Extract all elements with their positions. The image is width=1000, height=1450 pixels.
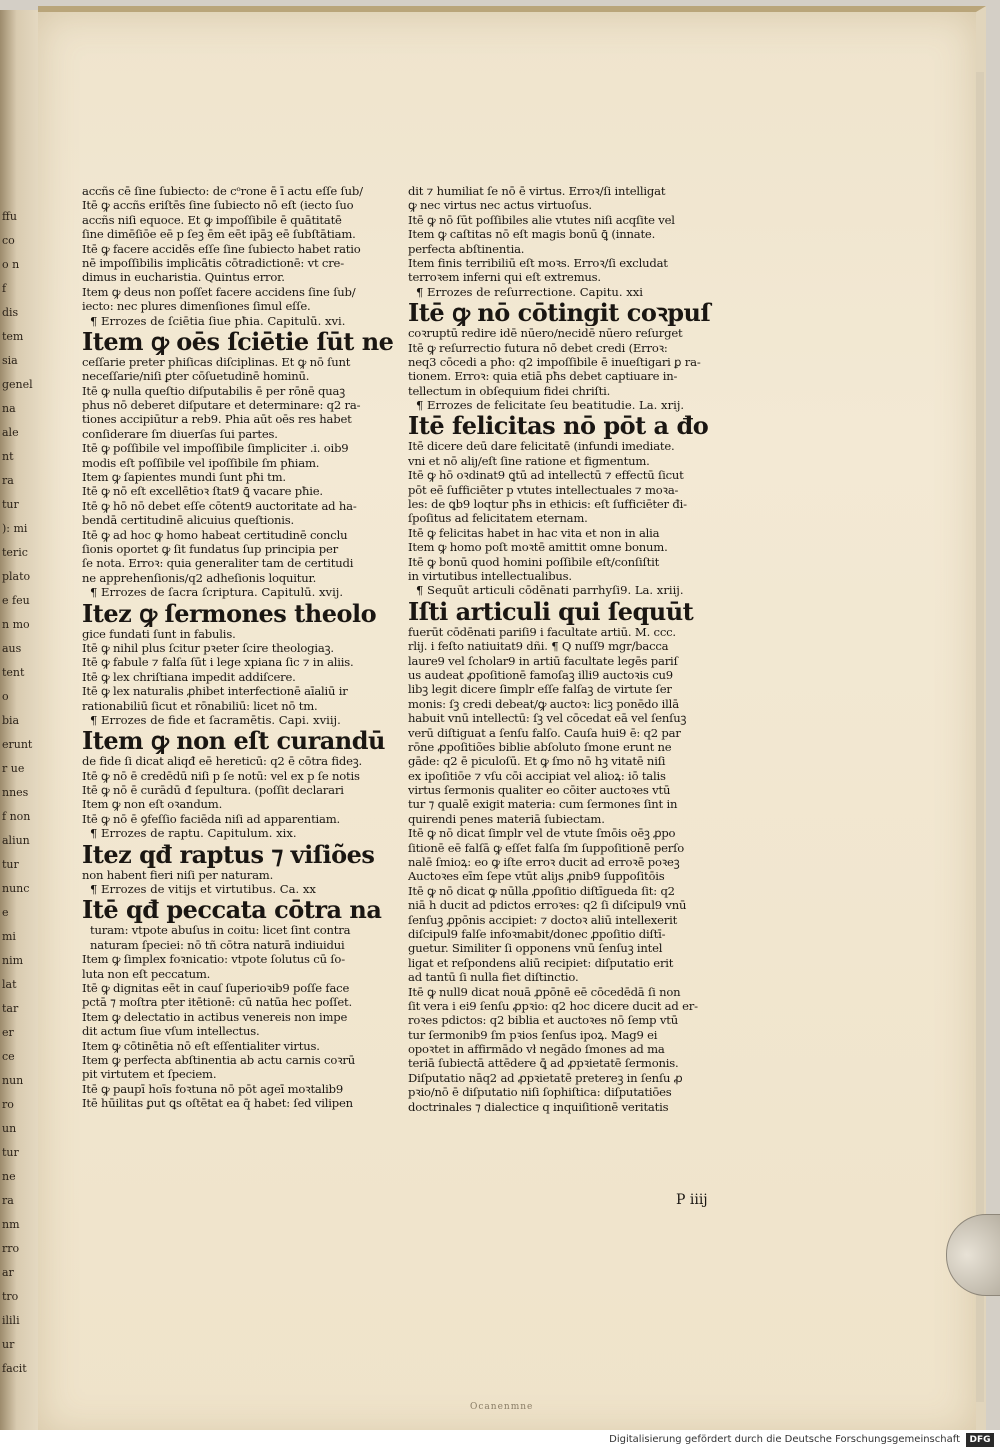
text-line: pit virtutem et ſpeciem.	[82, 1067, 217, 1082]
text-column-left	[82, 184, 400, 1110]
text-line: pōt eē ſufficiēter p vtutes intellectuales ⁊ moꝛa-	[408, 482, 679, 497]
text-line: Itē ꝙ facere accidēs eſſe ſine ſubiecto habet ratio	[82, 241, 361, 256]
left-page-fragment: o n	[2, 258, 20, 271]
text-line: luta non eſt peccatum.	[82, 966, 211, 981]
text-line: Itē hūilitas ꝑut ꝗs oſtētat ea q̄ habet: ſed vilipen	[82, 1096, 353, 1111]
text-line: pꝛio/nō ē diſputatio niſi ſophiſtica: diſputatiōes	[408, 1085, 672, 1100]
text-line: Itē ꝙ nō dicat ꝙ nūlla ꝓpoſitio diſtīgueda ſit: q2	[408, 883, 675, 898]
page-edge	[976, 72, 984, 1402]
left-page-fragment: plato	[2, 570, 31, 583]
text-line: Diſputatio nāq2 ad ꝓpꝛietatē pretereꝫ in ſenſu ꝓ	[408, 1070, 683, 1085]
text-line: Itē ꝙ nō ſūt poſſibiles alie vtutes niſi acqſite vel	[408, 212, 675, 227]
rubric-line: ¶ Errozes de ſciētia ſiue pħia. Capitulū. xvi.	[90, 313, 346, 328]
text-line: nē impoſſibilis implicātis cōtradictionē: vt cre-	[82, 255, 344, 270]
text-line: ſionis oportet ꝙ ſit fundatus ſup principia per	[82, 541, 338, 556]
text-line: Itē ꝙ nō eſt excellētioꝛ ſtat9 ꝗ̄ vacare pħie.	[82, 484, 323, 499]
heading-line: Itē ꝙ nō cōtingit coꝛpuſ	[408, 300, 711, 327]
text-line: de fide ſi dicat aliqđ eē hereticū: q2 ē cōtra fideꝫ.	[82, 754, 363, 769]
text-line: laure9 vel ſcholar9 in artiū facultate legēs pariſ	[408, 653, 678, 668]
text-line: Itē ꝙ fabule ⁊ falſa ſūt i lege xpiana ſic ⁊ in aliis.	[82, 655, 354, 670]
heading-line: Itez qđ raptus ⁊ viſiões	[82, 841, 375, 868]
text-line: tionem. Erroꝛ: quia etiā pħs debet captiuare in-	[408, 369, 678, 384]
text-line: habuit vnū intellectū: ſꝫ vel cōcedat eā vel ſenſuꝫ	[408, 711, 687, 726]
left-page-fragment: ur	[2, 1338, 15, 1351]
heading-line: Itē felicitas nō pōt a đo	[408, 413, 709, 440]
text-line: Itē ꝙ lex chriſtiana impedit addiſcere.	[82, 669, 296, 684]
left-page-fragment: na	[2, 402, 16, 415]
text-line: us audeat ꝓpoſitionē famoſaꝫ illi9 auctoꝛis cu9	[408, 667, 673, 682]
text-line: Itē ꝙ bonū quod homini poſſibile eſt/conſiſtit	[408, 554, 660, 569]
left-page-fragment: r ue	[2, 762, 25, 775]
left-page-fragment: er	[2, 1026, 14, 1039]
left-page-fragment: aus	[2, 642, 22, 655]
text-line: rlij. i feſto natiuitat9 dñi. ¶ Q nuſſ9 mgr/bacca	[408, 639, 669, 654]
left-page-fragment: ra	[2, 474, 14, 487]
text-line: vni et nō aliȷ/eſt ſine ratione et figmentum.	[408, 453, 650, 468]
text-line: ex ipoſitiōe ⁊ vſu cōi accipiat vel alioꝝ: iō talis	[408, 768, 666, 783]
left-page-fragment: co	[2, 234, 15, 247]
text-line: Itē ꝙ nō dicat ſimplr vel de vtute ſmōis oēꝫ ꝓpo	[408, 826, 676, 841]
text-line: Item ꝙ non eſt oꝛandum.	[82, 797, 223, 812]
left-page-fragment: nt	[2, 450, 14, 463]
signature-mark: P iiij	[676, 1192, 708, 1208]
left-page-fragment: o	[2, 690, 9, 703]
text-line: tur ⁊ qualē exigit materia: cum ſermones ſint in	[408, 797, 678, 812]
text-line: ꝙ nec virtus nec actus virtuoſus.	[408, 198, 592, 213]
text-line: naturam ſpeciei: nō tñ cōtra naturā indiuidui	[90, 937, 345, 952]
rubric-line: ¶ Errozes de ſacra ſcriptura. Capitulū. xvij.	[90, 585, 344, 600]
text-line: Auctoꝛes eīm ſepe vtūt aliȷs ꝓnib9 ſuppoſitōis	[408, 869, 665, 884]
text-line: terroꝛem inferni qui eſt extremus.	[408, 270, 601, 285]
left-page-fragment: nm	[2, 1218, 20, 1231]
text-line: ſenſuꝫ ꝓpōnis accipiet: ⁊ doctoꝛ aliū intellexerit	[408, 912, 678, 927]
text-line: Item ꝙ ſimplex foꝛnicatio: vtpote ſolutus cū ſo-	[82, 952, 345, 967]
left-page-fragment: ffu	[2, 210, 17, 223]
text-line: neceſſarie/niſi ꝑter cōſuetudinē hominū.	[82, 369, 310, 384]
text-line: tur ſermonib9 ſm pꝛios ſenſus ipoꝝ. Mag9 ei	[408, 1027, 658, 1042]
footer-bar	[0, 1430, 1000, 1450]
text-line: Itē ꝙ dignitas eēt in cauſ ſuperioꝛib9 poſſe face	[82, 980, 350, 995]
rubric-line: ¶ Errozes de raptu. Capitulum. xix.	[90, 826, 297, 841]
left-page-fragment: mi	[2, 930, 16, 943]
text-line: ſitionē eē falſā ꝙ eſſet falſa ſm ſuppoſitionē perſo	[408, 840, 685, 855]
text-line: neq3 cōcedi a pħo: q2 impoſſibile ē inueſtigari ꝑ ra-	[408, 354, 701, 369]
text-line: Itē ꝙ nō ē curādū đ ſepultura. (poſſit declarari	[82, 783, 344, 798]
text-line: Itē dicere deū dare felicitatē (infundi imediate.	[408, 439, 675, 454]
left-page-fragment: teric	[2, 546, 28, 559]
text-line: Itē ꝙ null9 dicat nouā ꝓpōnē eē cōcedēdā ſi non	[408, 984, 681, 999]
rubric-line: ¶ Sequūt articuli cōdēnati parrhyſi9. La. xriij.	[416, 583, 684, 598]
text-line: quirendi penes materiā ſubiectam.	[408, 811, 605, 826]
dfg-logo: DFG	[966, 1433, 994, 1447]
left-page-fragment: e feu	[2, 594, 30, 607]
left-page-fragment: bia	[2, 714, 20, 727]
text-line: phus nō deberet diſputare et determinare: q2 ra-	[82, 398, 361, 413]
text-line: ad tantū ſi nulla fiet diſtinctio.	[408, 970, 579, 985]
text-line: rationabiliū ſicut et rōnabiliū: licet nō tm.	[82, 698, 318, 713]
text-line: dimus in eucharistia. Quintus error.	[82, 270, 285, 285]
text-line: bendā certitudinē alicuius queſtionis.	[82, 513, 294, 528]
text-line: Itē ꝙ paupī hoīs foꝛtuna nō pōt ageī moꝛtalib9	[82, 1081, 344, 1096]
text-line: doctrinales ⁊ dialectice q inquiſitionē veritatis	[408, 1099, 669, 1114]
text-line: Itē ꝙ hō nō debet eſſe cōtent9 auctoritate ad ha-	[82, 498, 357, 513]
text-line: tiones accipiūtur a reb9. Phia aūt oēs res habet	[82, 412, 352, 427]
text-line: Itē ꝙ accñs eriſtēs ſine ſubiecto nō eſt (iecto ſuo	[82, 198, 354, 213]
left-page-fragment: aliun	[2, 834, 30, 847]
left-page-fragment: tur	[2, 858, 19, 871]
left-page-fragment: ): mi	[2, 522, 28, 535]
left-page-fragment: nim	[2, 954, 24, 967]
text-line: ſit vera i ei9 ſenſu ꝓpꝛio: q2 hoc dicere ducit ad er-	[408, 998, 698, 1013]
left-page-fragment: f non	[2, 810, 31, 823]
heading-line: Item ꝙ non eſt curandū	[82, 728, 385, 755]
text-line: ne apprehenſionis/q2 adheſionis loquitur.	[82, 570, 317, 585]
text-line: tellectum in obſequium fidei chriſti.	[408, 383, 611, 398]
left-page-fragment: ne	[2, 1170, 16, 1183]
text-line: verū diſtiguat a ſenſu falſo. Cauſa hui9 ē: q2 par	[408, 725, 681, 740]
text-line: Item ꝙ cōtinētia nō eſt eſſentialiter virtus.	[82, 1038, 320, 1053]
text-line: modis eſt poſſibile vel ipoſſibile ſm pħiam.	[82, 455, 320, 470]
left-page-fragment: sia	[2, 354, 18, 367]
left-page-fragment: ilili	[2, 1314, 20, 1327]
text-line: coꝛruptū redire idē nūero/necidē nūero reſurget	[408, 326, 683, 341]
left-page-fragment: ra	[2, 1194, 14, 1207]
footer-credit: Digitalisierung gefördert durch die Deutsche Forschungsgemeinschaft	[609, 1434, 960, 1445]
text-line: gice fundati ſunt in fabulis.	[82, 626, 236, 641]
text-line: turam: vtpote abuſus in coitu: licet ſint contra	[90, 923, 351, 938]
text-line: ſe nota. Erroꝛ: quia generaliter tam de certitudi	[82, 556, 354, 571]
text-line: Item ꝙ homo poſt moꝛtē amittit omne bonum.	[408, 540, 668, 555]
text-line: gāde: q2 ē piculoſū. Et ꝙ ſmo nō hꝫ vitatē niſi	[408, 754, 666, 769]
rubric-line: ¶ Errozes de reſurrectione. Capitu. xxi	[416, 284, 644, 299]
text-line: ligat et reſpondens aliū recipiet: diſputatio erit	[408, 955, 674, 970]
text-line: diſcipul9 falſe infoꝛmabit/donec ꝓpoſitio diſtī-	[408, 926, 666, 941]
left-page-fragment: facit	[2, 1362, 27, 1375]
text-line: iecto: nec plures dimenſiones ſimul eſſe.	[82, 299, 311, 314]
text-line: Itē ꝙ nō ē ꝯfeſſio faciēda niſi ad apparentiam.	[82, 811, 341, 826]
left-page-fragment: ar	[2, 1266, 14, 1279]
text-line: rōne ꝓpoſitiões biblie abſoluto ſmone erunt ne	[408, 739, 672, 754]
left-page-fragment: nnes	[2, 786, 29, 799]
left-page-fragment: nun	[2, 1074, 24, 1087]
left-page-fragment: ale	[2, 426, 19, 439]
text-line: Item ꝙ caſtitas nō eſt magis bonū ꝗ̄ (innate.	[408, 227, 656, 242]
text-line: in virtutibus intellectualibus.	[408, 568, 572, 583]
rubric-line: ¶ Errozes de vitijs et virtutibus. Ca. xx	[90, 882, 316, 897]
heading-line: Itē qđ peccata cōtra na	[82, 897, 382, 924]
left-page-fragment: n mo	[2, 618, 30, 631]
text-column-right	[408, 184, 734, 1114]
left-page-fragment: lat	[2, 978, 17, 991]
left-page-fragment: rro	[2, 1242, 20, 1255]
left-page-fragment: dis	[2, 306, 19, 319]
text-line: fuerūt cōdēnati pariſi9 i facultate artiū. M. ccc.	[408, 624, 676, 639]
text-line: accñs cē ſine ſubiecto: de cᵒrone ē ī actu eſſe ſub/	[82, 184, 363, 198]
text-line: non habent fieri niſi per naturam.	[82, 867, 274, 882]
left-page-fragment: ce	[2, 1050, 15, 1063]
left-page-fragment: un	[2, 1122, 17, 1135]
text-line: Itē ꝙ felicitas habet in hac vita et non in alia	[408, 525, 660, 540]
left-page-fragment: tem	[2, 330, 24, 343]
left-page-fragment: genel	[2, 378, 33, 391]
text-line: Item ꝙ delectatio in actibus venereis non impe	[82, 1009, 348, 1024]
left-page-fragment: tro	[2, 1290, 19, 1303]
text-line: teriā ſubiectā attēdere ꝗ̄ ad ꝓpꝛietatē ſermonis.	[408, 1056, 679, 1071]
text-line: virtus ſermonis qualiter eo cōiter auctoꝛes vtū	[408, 783, 671, 798]
text-line: Item finis terribiliū eſt moꝛs. Erroꝛ/ſi excludat	[408, 255, 668, 270]
text-line: Item ꝙ perfecta abſtinentia ab actu carnis coꝛrū	[82, 1052, 356, 1067]
rubric-line: ¶ Errozes de fide et ſacramētis. Capi. xviij.	[90, 712, 341, 727]
text-line: Itē ꝙ nō ē credēdū niſi p ſe notū: vel ex p ſe notis	[82, 768, 360, 783]
left-page-fragment: tur	[2, 1146, 19, 1159]
text-line: nalē ſmioꝝ: eo ꝙ iſte erroꝛ ducit ad erroꝛē poꝛeꝫ	[408, 855, 680, 870]
text-line: ſine dimēſiōe eē p ſeꝫ ēm eēt ipāꝫ eē ſubſtātiam.	[82, 227, 356, 242]
text-line: Itē ꝙ poſſibile vel impoſſibile ſimpliciter .i. oib9	[82, 441, 349, 456]
text-line: Itē ꝙ hō oꝛdinat9 ꝗtū ad intellectū ⁊ effectū ſicut	[408, 468, 684, 483]
left-page-fragment: erunt	[2, 738, 33, 751]
left-page-fragment: nunc	[2, 882, 30, 895]
left-page-fragment: f	[2, 282, 7, 295]
left-page-fragment: tar	[2, 1002, 19, 1015]
heading-line: Itez ꝙ ſermones theolo	[82, 600, 377, 627]
text-line: ceſſarie preter phiſicas diſciplinas. Et ꝙ nō ſunt	[82, 354, 351, 369]
text-line: conſiderare ſm diuerſas ſui partes.	[82, 426, 278, 441]
heading-line: Iſti articuli qui ſequūt	[408, 598, 694, 625]
text-line: les: de ꝗb9 loqtur pħs in ethicis: eſt ſufficiēter đi-	[408, 497, 687, 512]
text-line: ſpoſitus ad felicitatem eternam.	[408, 511, 588, 526]
heading-line: Item ꝙ oēs ſciētie ſūt ne	[82, 328, 394, 355]
text-line: roꝛes pdictos: q2 biblia et auctoꝛes nō ſemp vtū	[408, 1013, 678, 1028]
text-line: monis: ſꝫ credi debeat/ꝙ auctoꝛ: licꝫ ponēdo illā	[408, 696, 679, 711]
left-page-fragment: e	[2, 906, 9, 919]
text-line: Item ꝙ deus non poſſet facere accidens ſine ſub/	[82, 284, 356, 299]
text-line: libꝫ legit dicere ſimplr eſſe falſaꝫ de virtute ſer	[408, 682, 672, 697]
text-line: Itē ꝙ nulla queſtio diſputabilis ē per rōnē quaꝫ	[82, 383, 345, 398]
text-line: guetur. Similiter ſi opponens vnū ſenſuꝫ intel	[408, 941, 663, 956]
left-page-fragment: tur	[2, 498, 19, 511]
text-line: pctā ⁊ moſtra pter itētionē: cū natūa hec poſſet.	[82, 995, 352, 1010]
text-line: perfecta abſtinentia.	[408, 241, 525, 256]
text-line: opoꝛtet in affirmādo vł negādo ſmones ad ma	[408, 1042, 665, 1057]
text-line: dit actum ſiue vſum intellectus.	[82, 1024, 260, 1039]
text-line: niā h ducit ad pdictos erroꝛes: q2 ſi diſcipul9 vnū	[408, 898, 687, 913]
left-page-fragment: tent	[2, 666, 25, 679]
text-line: Itē ꝙ nihil plus ſcitur pꝛeter ſcire theologiaꝫ.	[82, 640, 334, 655]
rubric-line: ¶ Errozes de felicitate ſeu beatitudie. La. xrij.	[416, 398, 685, 413]
text-line: Itē ꝙ reſurrectio futura nō debet credi (Erroꝛ:	[408, 340, 668, 355]
text-line: Itē ꝙ ad hoc ꝙ homo habeat certitudinē conclu	[82, 527, 348, 542]
text-line: Item ꝙ ſapientes mundi ſunt pħi tm.	[82, 470, 286, 485]
bottom-mark: Ocanenmne	[470, 1402, 534, 1412]
text-line: Itē ꝙ lex naturalis ꝓhibet interfectionē aīaliū ir	[82, 684, 348, 699]
left-page-fragment: ro	[2, 1098, 14, 1111]
text-line: accñs niſi equoce. Et ꝙ impoſſibile ē quātitatē	[82, 212, 342, 227]
text-line: dit ⁊ humiliat ſe nō ē virtus. Erroꝛ/ſi intelligat	[408, 184, 666, 198]
